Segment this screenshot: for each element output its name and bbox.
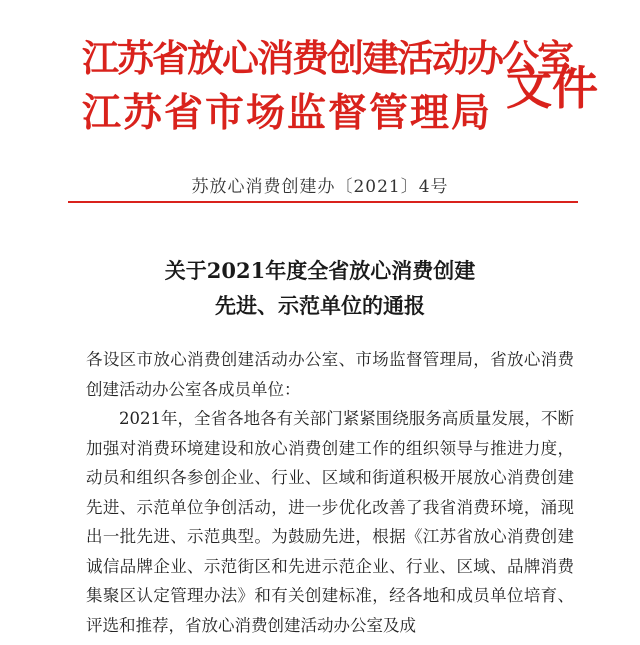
document-number: 苏放心消费创建办〔2021〕4号 (191, 177, 449, 197)
title-line-1: 关于2021年度全省放心消费创建 (164, 258, 476, 283)
paragraph: 2021年，全省各地各有关部门紧紧围绕服务高质量发展，不断加强对消费环境建设和放心消费创建工作的组织领导与推进力度，动员和组织各参创企业、行业、区域和街道积极开展放心消费创建先进、示范单位争创活动，进一步优化改善了我省消费环境，涌现出一批先进、示范典型。为鼓励先进，根据《江苏省放心消费创建诚信品牌企业、示范街区和先进示范企业、行业、区域、品牌消费集聚区认定管理办法》和有关创建标准，经各地和成员单位培育、评选和推荐，省放心消费创建活动办公室及成 (86, 409, 574, 635)
document-header (64, 28, 604, 138)
issuing-org-1: 江苏省放心消费创建活动办公室 (82, 37, 572, 80)
document-kind-label: 文件 (506, 61, 598, 115)
salutation: 各设区市放心消费创建活动办公室、市场监督管理局，省放心消费创建活动办公室各成员单位： (86, 350, 574, 399)
title-line-2: 先进、示范单位的通报 (215, 293, 425, 318)
document-title (0, 253, 640, 323)
red-divider (68, 201, 578, 203)
issuing-org-2: 江苏省市场监督管理局 (82, 91, 493, 136)
document-body (86, 345, 574, 640)
